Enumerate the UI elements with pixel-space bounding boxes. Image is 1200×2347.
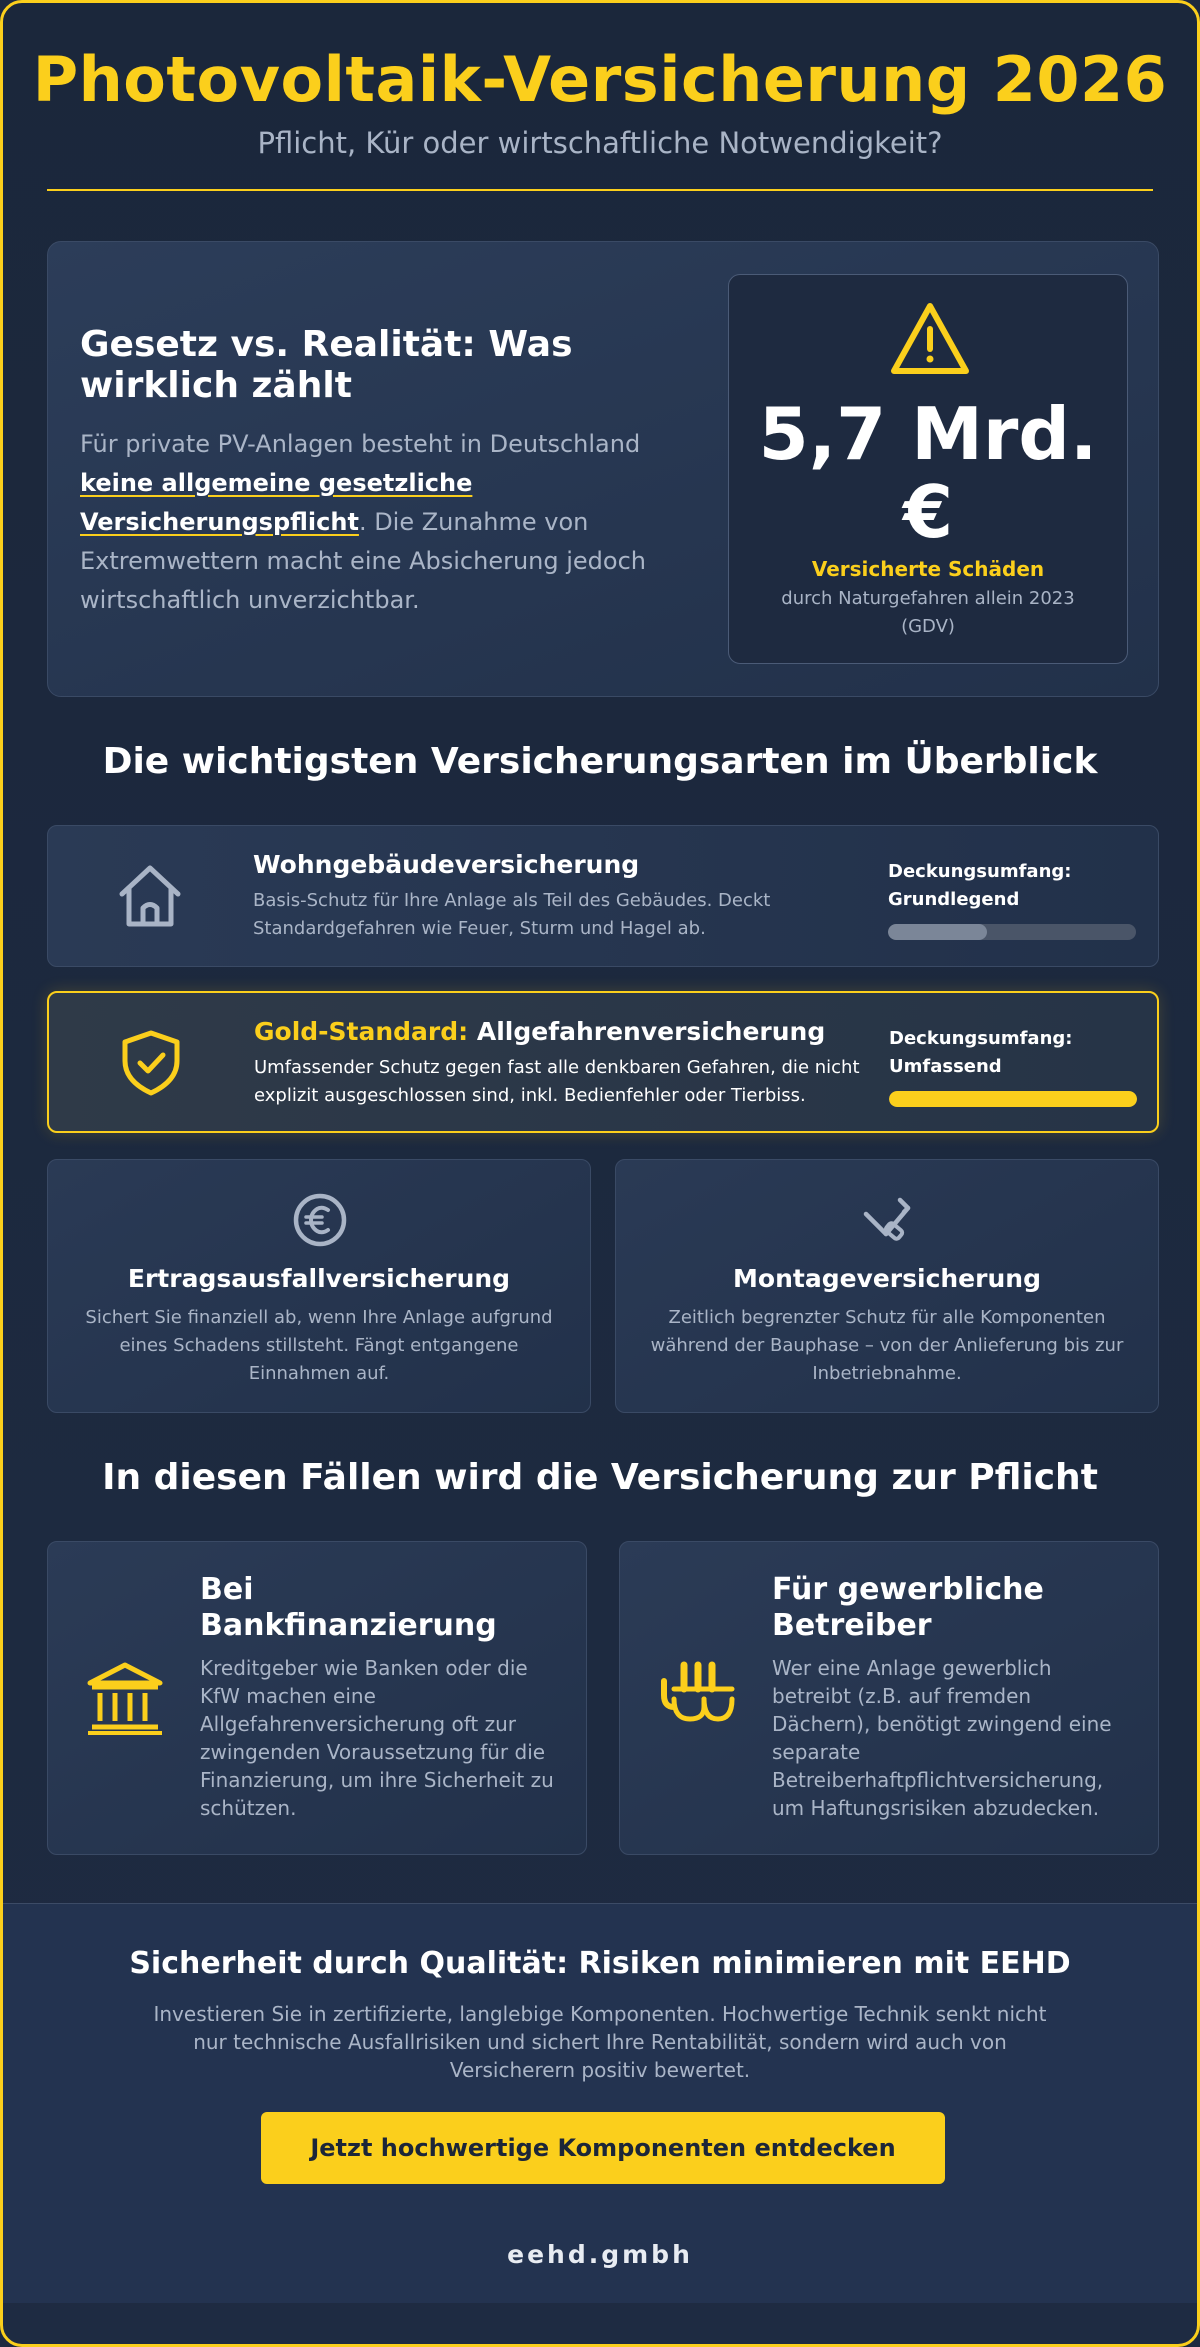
law-title: Gesetz vs. Realität: Was wirklich zählt [80, 324, 573, 407]
insurance-card-montage [615, 1159, 1159, 1413]
coverage-label: Deckungsumfang: [888, 861, 1072, 882]
insurance-description: Sichert Sie finanziell ab, wenn Ihre Anlage aufgrund eines Schadens stillsteht. Fängt entgangene Einnahmen auf. [85, 1307, 553, 1384]
shield-check-icon [115, 1027, 187, 1099]
header-divider [47, 189, 1153, 191]
insurance-title-name: Wohngebäudeversicherung [253, 850, 640, 879]
coverage-bar-fill [889, 1091, 1137, 1107]
insurance-title [254, 1017, 894, 1046]
house-icon [114, 860, 186, 932]
damage-stat-value: 5,7 Mrd. € [758, 392, 1098, 554]
brand-name: eehd.gmbh [507, 2240, 693, 2269]
insurance-text [254, 1017, 894, 1110]
coverage-bar-fill [888, 924, 987, 940]
coverage-value: Umfassend [889, 1056, 1002, 1077]
damage-stat-box [728, 274, 1128, 664]
law-body-start: Für private PV-Anlagen besteht in Deutschland [80, 429, 641, 458]
law-vs-reality-card [47, 241, 1159, 697]
duty-text [200, 1572, 560, 1822]
insurance-types-title: Die wichtigsten Versicherungsarten im Überblick [102, 741, 1098, 782]
insurance-card-ertragsausfall [47, 1159, 591, 1413]
warning-icon [889, 301, 971, 377]
duty-title: Für gewerbliche Betreiber [772, 1572, 1044, 1643]
law-body-end: . Die Zunahme von Extremwettern macht eine Absicherung jedoch wirtschaftlich unverzichtbar. [80, 507, 647, 614]
duty-title: Bei Bankfinanzierung [200, 1572, 497, 1643]
insurance-description: Basis-Schutz für Ihre Anlage als Teil des Gebäudes. Deckt Standardgefahren wie Feuer, Sturm und Hagel ab. [253, 890, 771, 939]
coverage-bar [889, 1091, 1137, 1107]
insurance-title: Montageversicherung [733, 1264, 1041, 1293]
coverage-value: Grundlegend [888, 889, 1020, 910]
discover-components-button[interactable]: Jetzt hochwertige Komponenten entdecken [261, 2112, 945, 2184]
insurance-card-allgefahren [47, 991, 1159, 1133]
insurance-title-name: Allgefahrenversicherung [476, 1017, 826, 1046]
footer-cta-section [3, 1903, 1197, 2303]
euro-coin-icon [288, 1188, 352, 1252]
bank-icon [84, 1657, 166, 1739]
duty-description: Kreditgeber wie Banken oder die KfW machen eine Allgefahrenversicherung oft zur zwingenden Voraussetzung für die Finanzierung, um ihre Sicherheit zu schützen. [200, 1656, 554, 1820]
insurance-description: Zeitlich begrenzter Schutz für alle Komponenten während der Bauphase – von der Anlieferung bis zur Inbetriebnahme. [650, 1307, 1124, 1384]
law-body [80, 425, 670, 620]
insurance-title: Ertragsausfallversicherung [127, 1264, 511, 1293]
footer-text: Investieren Sie in zertifizierte, langlebige Komponenten. Hochwertige Technik senkt nicht nur technische Ausfallrisiken und sichert Ihre Rentabilität, sondern wird auch von Versicherern positiv bewertet. [153, 2002, 1047, 2082]
plug-icon [656, 1657, 738, 1739]
duty-description: Wer eine Anlage gewerblich betreibt (z.B. auf fremden Dächern), benötigt zwingend eine separate Betreiberhaftpflichtversicherung, um Haftungsrisiken abzudecken. [772, 1656, 1112, 1820]
coverage-bar [888, 924, 1136, 940]
duty-card-bankfinanzierung [47, 1541, 587, 1855]
law-body-highlight: keine allgemeine gesetzliche Versicherungspflicht [80, 468, 473, 536]
coverage-label: Deckungsumfang: [889, 1028, 1073, 1049]
insurance-card-wohngebaeude [47, 825, 1159, 967]
coverage-block [888, 858, 1138, 940]
tools-icon [856, 1188, 920, 1252]
insurance-title [253, 850, 893, 879]
insurance-description: Umfassender Schutz gegen fast alle denkbaren Gefahren, die nicht explizit ausgeschlossen sind, inkl. Bedienfehler oder Tierbiss. [254, 1057, 860, 1106]
insurance-text [253, 850, 893, 943]
page-title: Photovoltaik-Versicherung 2026 [32, 43, 1168, 116]
law-text-block [80, 324, 670, 620]
insurance-title-prefix: Gold-Standard: [254, 1017, 477, 1046]
footer-title: Sicherheit durch Qualität: Risiken minimieren mit EEHD [129, 1946, 1071, 1981]
duty-text [772, 1572, 1132, 1822]
coverage-block [889, 1025, 1139, 1107]
damage-stat-source: durch Naturgefahren allein 2023 (GDV) [781, 588, 1075, 637]
header [3, 3, 1197, 160]
page-subtitle: Pflicht, Kür oder wirtschaftliche Notwendigkeit? [257, 126, 943, 160]
damage-stat-label: Versicherte Schäden [811, 557, 1045, 581]
duty-card-gewerblich [619, 1541, 1159, 1855]
duty-section-title: In diesen Fällen wird die Versicherung zur Pflicht [102, 1457, 1098, 1498]
